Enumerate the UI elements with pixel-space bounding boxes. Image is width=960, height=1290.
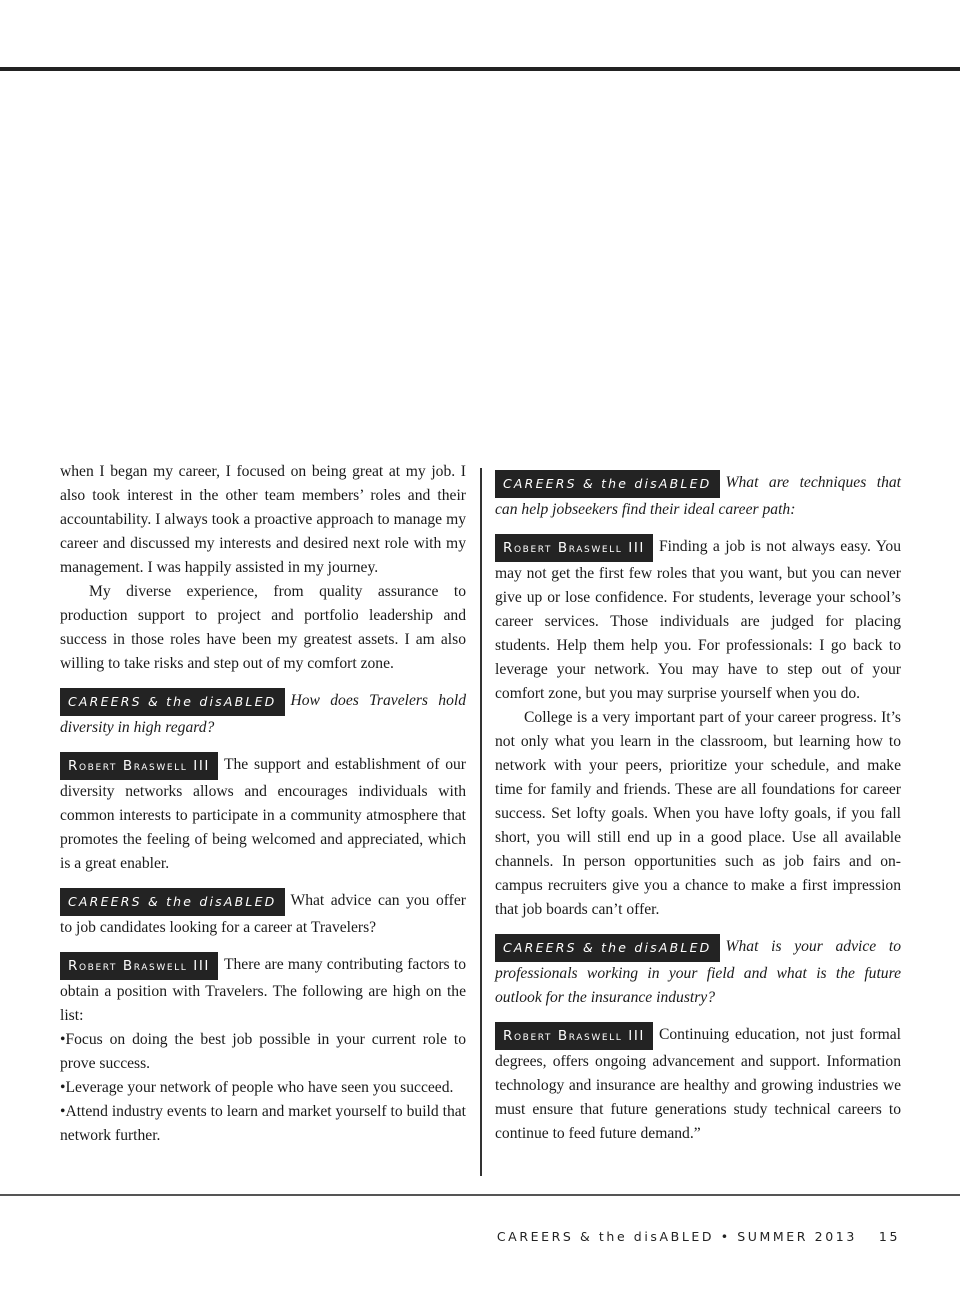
question-text: What is your advice to professionals working in your field and what is the future outlook for the insurance industry?	[495, 938, 901, 1006]
question-text: How does Travelers hold diversity in high regard?	[60, 692, 466, 736]
interviewer-tag: CAREERS & the disABLED	[60, 888, 285, 916]
interviewer-tag: CAREERS & the disABLED	[495, 470, 720, 498]
top-rule	[0, 67, 960, 71]
answer-text: Finding a job is not always easy. You may not get the first few roles that you want, but you can never give up or lose confidence. For students, leverage your school’s career services. Those individuals are judged for placing students. Help them help you. For professionals: I go back to leverage your network. You may have to step out of your comfort zone, but you may surprise yourself when you do.	[495, 538, 901, 702]
page-number: 15	[878, 1229, 900, 1244]
answer-text: The support and establishment of our diversity networks allows and encourages individuals with common interests to participate in a community atmosphere that promotes the feeling of being welcomed and appreciated, which is a great enabler.	[60, 756, 466, 872]
answer-block	[60, 752, 466, 876]
question-text: What are techniques that can help jobseekers find their ideal career path:	[495, 474, 901, 518]
list-item: •Leverage your network of people who have seen you succeed.	[60, 1079, 454, 1096]
bottom-rule	[0, 1194, 960, 1196]
interviewee-tag: Robert Braswell III	[495, 1022, 653, 1050]
interviewer-tag: CAREERS & the disABLED	[60, 688, 285, 716]
answer-block	[60, 952, 466, 1028]
question-block	[60, 688, 466, 740]
list-item: •Attend industry events to learn and market yourself to build that network further.	[60, 1103, 466, 1144]
body-paragraph: when I began my career, I focused on being great at my job. I also took interest in the other team members’ roles and their accountability. I always took a proactive approach to manage my career and discussed my interests and desired next role with my management. I was happily assisted in my journey.	[60, 463, 466, 576]
question-text: What advice can you offer to job candidates looking for a career at Travelers?	[60, 892, 466, 936]
column-divider	[480, 468, 482, 1176]
answer-block	[495, 534, 901, 706]
body-paragraph: College is a very important part of your career progress. It’s not only what you learn in the classroom, but learning how to network with your peers, prioritize your schedule, and make time for family and friends. These are all foundations for career success. Set lofty goals. When you have lofty goals, if you fall short, you will still end up in a good place. Use all available channels. In person opportunities such as job fairs and on-campus recruiters give you a chance to make a first impression that job boards can’t offer.	[495, 709, 901, 918]
list-item: •Focus on doing the best job possible in your current role to prove success.	[60, 1031, 466, 1072]
question-block	[495, 934, 901, 1010]
interviewee-tag: Robert Braswell III	[495, 534, 653, 562]
answer-block	[495, 1022, 901, 1146]
publication-name: CAREERS & the disABLED • SUMMER 2013	[496, 1229, 857, 1244]
question-block	[60, 888, 466, 940]
interviewee-tag: Robert Braswell III	[60, 752, 218, 780]
interviewee-tag: Robert Braswell III	[60, 952, 218, 980]
page-footer	[497, 1229, 900, 1244]
interviewer-tag: CAREERS & the disABLED	[495, 934, 720, 962]
answer-text: Continuing education, not just formal degrees, offers ongoing advancement and support. Information technology and insurance are healthy and growing industries we must ensure that future generations study technical careers to continue to feed future demand.”	[495, 1026, 901, 1142]
answer-text: There are many contributing factors to obtain a position with Travelers. The following are high on the list:	[60, 956, 466, 1024]
left-column	[60, 460, 466, 1148]
right-column	[495, 460, 901, 1146]
question-block	[495, 470, 901, 522]
body-paragraph: My diverse experience, from quality assurance to production support to project and portfolio leadership and success in those roles have been my greatest assets. I am also willing to take risks and step out of my comfort zone.	[60, 583, 466, 672]
